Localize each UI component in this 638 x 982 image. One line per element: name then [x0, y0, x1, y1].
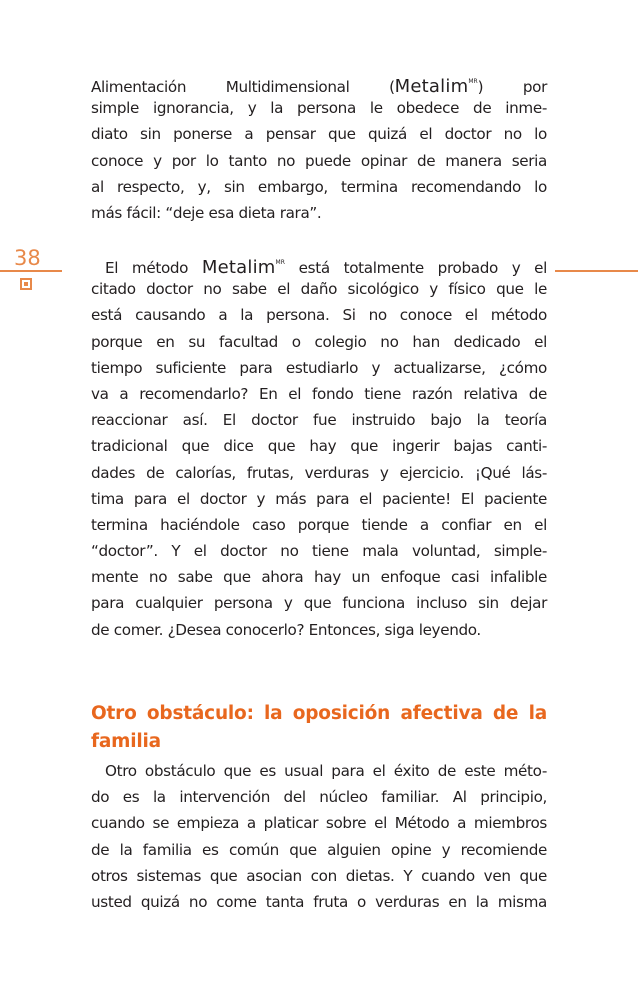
- paragraph-2: [91, 250, 547, 643]
- text-line: Otro obstáculo que es usual para el éxito de este méto-: [105, 762, 547, 780]
- heading-line: Otro obstáculo: la oposición afectiva de la: [91, 703, 547, 724]
- text-line: más fácil: “deje esa dieta rara”.: [91, 203, 322, 222]
- text-line: mente no sabe que ahora hay un enfoque casi infalible: [91, 568, 547, 587]
- section-heading: [91, 700, 547, 756]
- text-line: citado doctor no sabe el daño sicológico y físico que le: [91, 280, 547, 299]
- text-line: Alimentación Multidimensional (Metalim$^{MR}$) por: [91, 76, 547, 97]
- text-line: “doctor”. Y el doctor no tiene mala voluntad, simple-: [91, 542, 547, 561]
- heading-line: familia: [91, 731, 161, 752]
- brand-mark: MR: [275, 259, 285, 266]
- text-line: otros sistemas que asocian con dietas. Y cuando ven que: [91, 866, 547, 885]
- left-margin-rule: [0, 270, 62, 272]
- right-margin-rule: [555, 270, 638, 272]
- brand-name: Metalim: [394, 76, 469, 97]
- text-line: diato sin ponerse a pensar que quizá el doctor no lo: [91, 125, 547, 144]
- text-line: conoce y por lo tanto no puede opinar de manera seria: [91, 151, 547, 170]
- text-line: para cualquier persona y que funciona incluso sin dejar: [91, 594, 547, 613]
- text-line: termina haciéndole caso porque tiende a confiar en el: [91, 515, 547, 534]
- text-line: porque en su facultad o colegio no han dedicado el: [91, 332, 547, 351]
- paragraph-3: [91, 758, 547, 915]
- text-line: dades de calorías, frutas, verduras y ejercicio. ¡Qué lás-: [91, 463, 547, 482]
- page-number: 38: [14, 246, 41, 270]
- text-line: de la familia es común que alguien opine y recomiende: [91, 840, 547, 859]
- brand-mark: MR: [468, 78, 478, 85]
- text-line: tiempo suficiente para estudiarlo y actualizarse, ¿cómo: [91, 358, 547, 377]
- text-line: está causando a la persona. Si no conoce el método: [91, 306, 547, 325]
- text-line: cuando se empieza a platicar sobre el Método a miembros: [91, 814, 547, 833]
- text-line: al respecto, y, sin embargo, termina recomendando lo: [91, 177, 547, 196]
- brand-name: Metalim: [201, 257, 276, 278]
- page-marker-icon: [20, 278, 32, 290]
- text-line: do es la intervención del núcleo familiar. Al principio,: [91, 788, 547, 807]
- text-line: reaccionar así. El doctor fue instruido bajo la teoría: [91, 411, 547, 430]
- paragraph-1: [91, 69, 547, 226]
- text-line: va a recomendarlo? En el fondo tiene razón relativa de: [91, 384, 547, 403]
- text-line: simple ignorancia, y la persona le obedece de inme-: [91, 99, 547, 118]
- text-line: tradicional que dice que hay que ingerir bajas canti-: [91, 437, 547, 456]
- text-line: de comer. ¿Desea conocerlo? Entonces, siga leyendo.: [91, 620, 481, 639]
- text-line: tima para el doctor y más para el paciente! El paciente: [91, 489, 547, 508]
- text-line: usted quizá no come tanta fruta o verduras en la misma: [91, 892, 547, 911]
- text-line: El método Metalim$^{MR}$ está totalmente probado y el: [105, 257, 547, 278]
